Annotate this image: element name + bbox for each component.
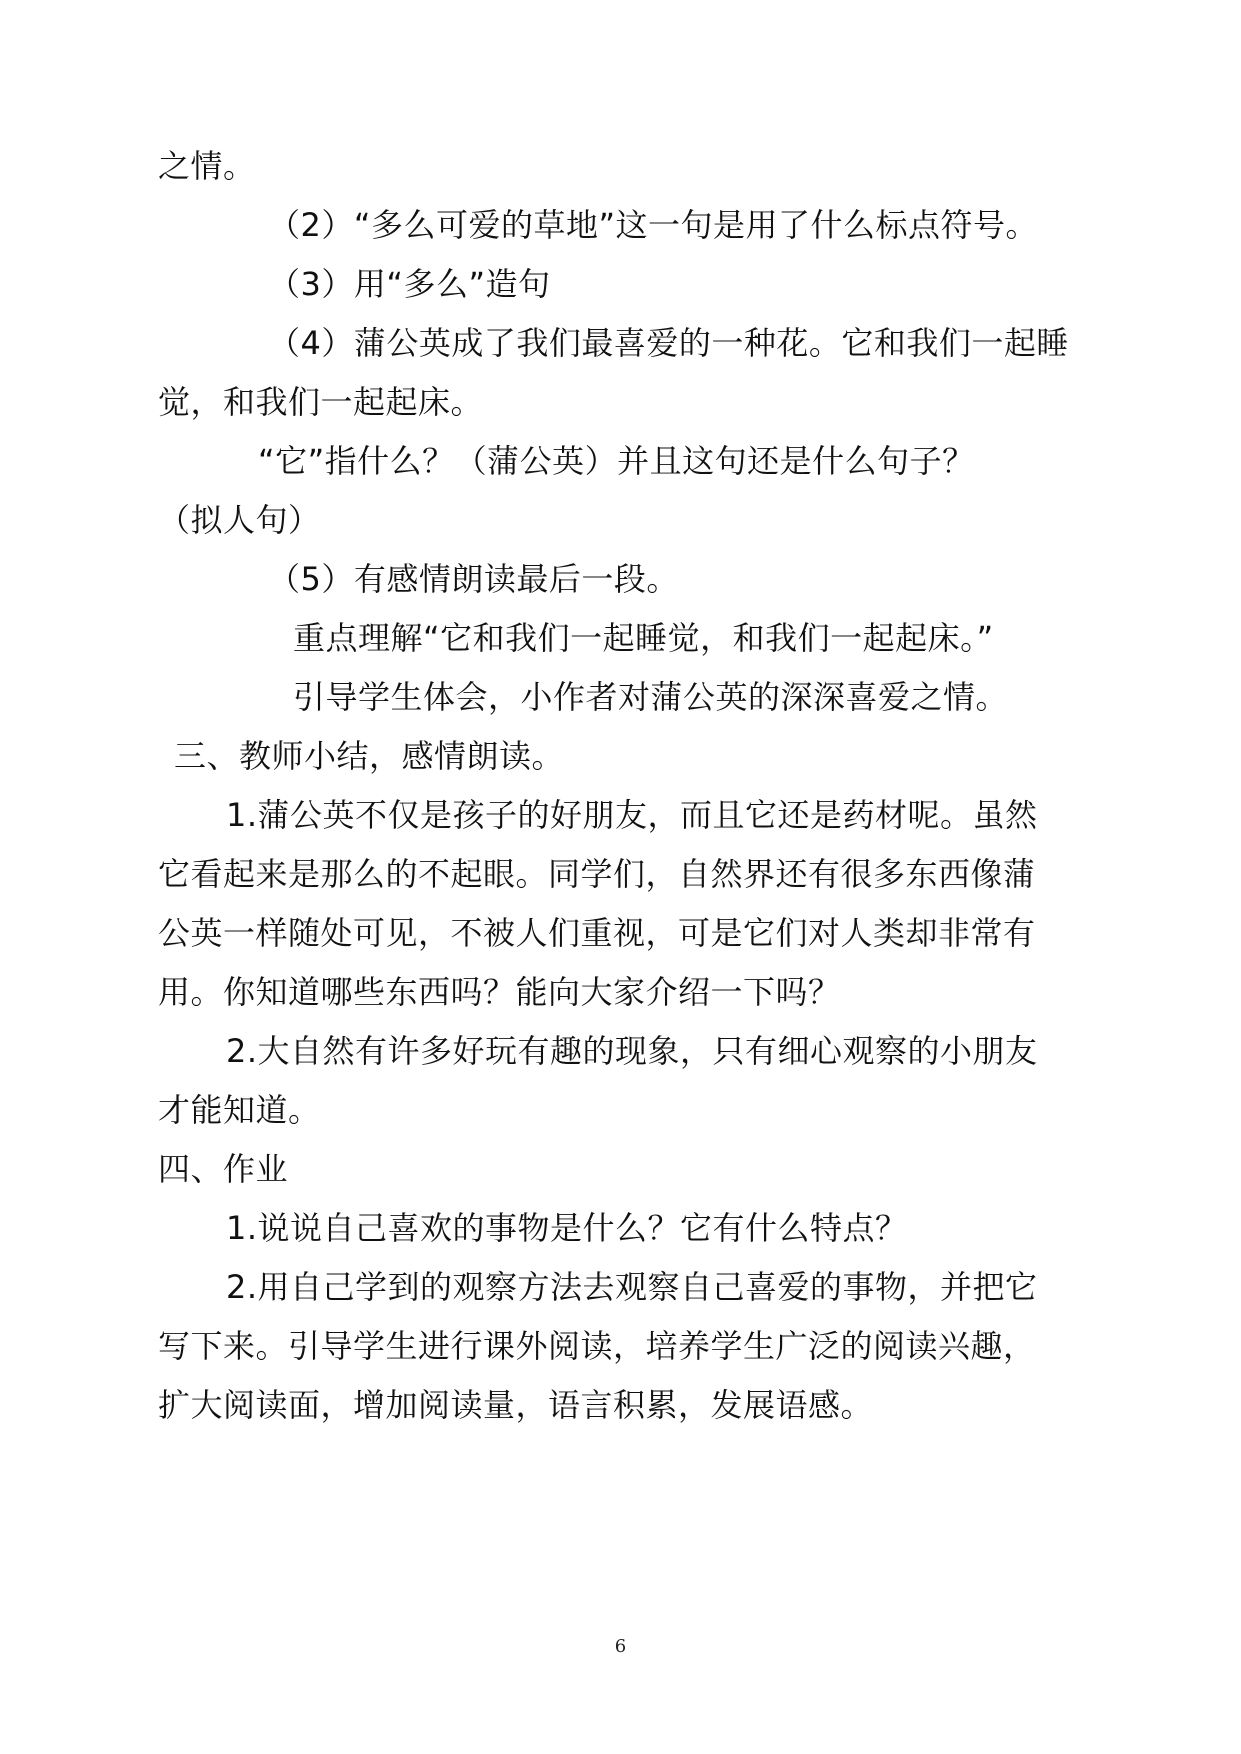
text-line: 觉，和我们一起起床。 bbox=[158, 383, 484, 421]
text-line: （2）“多么可爱的草地”这一句是用了什么标点符号。 bbox=[268, 206, 1039, 244]
text-line: “它”指什么？（蒲公英）并且这句还是什么句子？ bbox=[258, 442, 975, 480]
text-line: （拟人句） bbox=[158, 501, 321, 539]
section-heading: 四、作业 bbox=[158, 1150, 289, 1188]
text-line: 才能知道。 bbox=[158, 1091, 321, 1129]
text-line: 2.用自己学到的观察方法去观察自己喜爱的事物，并把它 bbox=[226, 1268, 1038, 1306]
text-line: 2.大自然有许多好玩有趣的现象，只有细心观察的小朋友 bbox=[226, 1032, 1038, 1070]
text-line: （5）有感情朗读最后一段。 bbox=[268, 560, 679, 598]
text-line: 1.蒲公英不仅是孩子的好朋友，而且它还是药材呢。虽然 bbox=[226, 796, 1038, 834]
page-number: 6 bbox=[614, 1636, 627, 1657]
text-line: （3）用“多么”造句 bbox=[268, 265, 551, 303]
text-line: 重点理解“它和我们一起睡觉，和我们一起起床。” bbox=[293, 619, 994, 657]
text-line: 引导学生体会，小作者对蒲公英的深深喜爱之情。 bbox=[293, 678, 1009, 716]
text-line: 它看起来是那么的不起眼。同学们，自然界还有很多东西像蒲 bbox=[158, 855, 1036, 893]
text-line: 之情。 bbox=[158, 147, 256, 185]
text-line: 公英一样随处可见，不被人们重视，可是它们对人类却非常有 bbox=[158, 914, 1036, 952]
text-line: 1.说说自己喜欢的事物是什么？它有什么特点？ bbox=[226, 1209, 908, 1247]
text-line: 写下来。引导学生进行课外阅读，培养学生广泛的阅读兴趣， bbox=[158, 1327, 1036, 1365]
text-line: （4）蒲公英成了我们最喜爱的一种花。它和我们一起睡 bbox=[268, 324, 1069, 362]
text-line: 用。你知道哪些东西吗？能向大家介绍一下吗？ bbox=[158, 973, 841, 1011]
text-line: 扩大阅读面，增加阅读量，语言积累，发展语感。 bbox=[158, 1386, 874, 1424]
section-heading: 三、教师小结，感情朗读。 bbox=[174, 737, 565, 775]
